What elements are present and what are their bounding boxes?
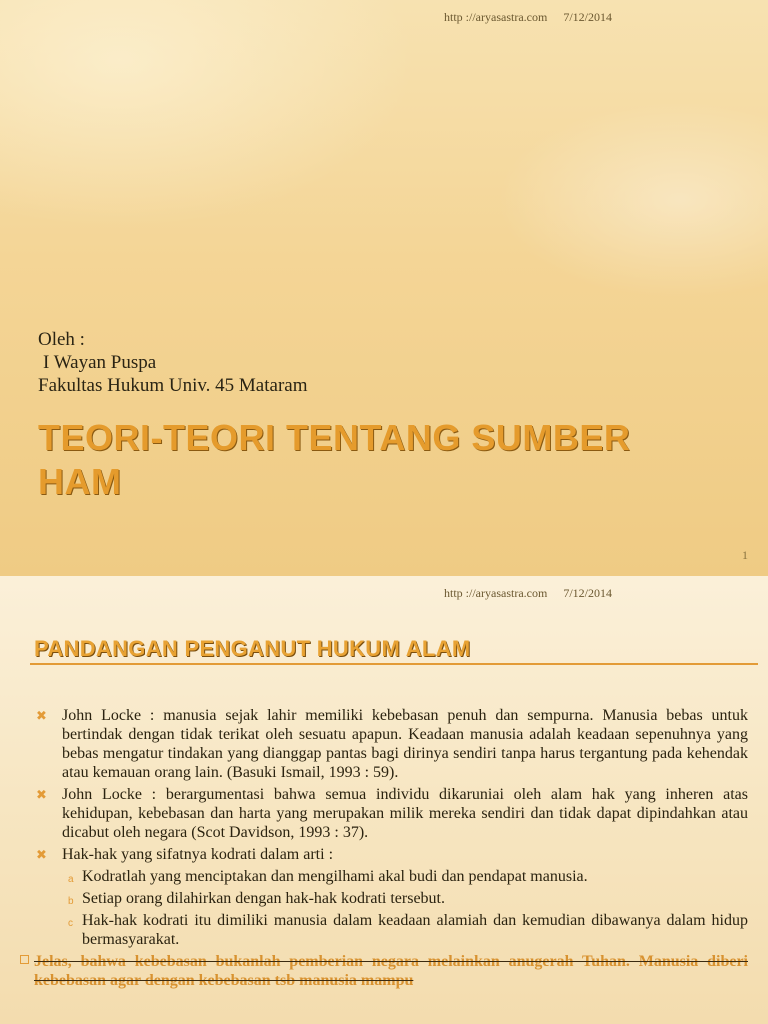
title-line: TEORI-TEORI TENTANG SUMBER [38,417,631,458]
slide-body [34,706,748,990]
sub-marker: c [68,918,73,929]
bullet-item [34,845,748,864]
sub-item [34,911,748,949]
sub-marker: b [68,896,74,907]
header-url[interactable]: http ://aryasastra.com [444,10,548,24]
sub-marker: a [68,874,74,885]
sub-text: Kodratlah yang menciptakan dan mengilhami akal budi dan pendapat manusia. [82,868,588,885]
header-url[interactable]: http ://aryasastra.com [444,586,548,600]
emphasis-item [20,952,748,990]
square-bullet-icon [20,955,29,964]
header-date: 7/12/2014 [563,586,612,600]
author-line: I Wayan Puspa [43,352,157,373]
slide-header [428,10,612,25]
author-line: Fakultas Hukum Univ. 45 Mataram [38,375,308,396]
x-bullet-icon: ✖ [36,709,47,724]
bullet-text: John Locke : manusia sejak lahir memiliki kebebasan penuh dan sempurna. Manusia bebas untuk bertindak dengan tidak terikat oleh sesuatu apapun. Keadaan manusia adalah keadaan sepenuhnya yang bebas mengatur tindakan yang dianggap pantas bagi dirinya sendiri tanpa harus tergantung pada kehendak atau kemauan orang lain. (Basuki Ismail, 1993 : 59). [62,707,748,781]
bullet-item [34,785,748,842]
x-bullet-icon: ✖ [36,848,47,863]
slide-title: PANDANGAN PENGANUT HUKUM ALAM [34,636,471,661]
sub-text: Setiap orang dilahirkan dengan hak-hak kodrati tersebut. [82,890,445,907]
title-underline [30,663,758,665]
author-block [38,328,307,397]
page-number: 1 [742,548,748,562]
author-line: Oleh : [38,329,85,350]
slide-2 [0,576,768,1024]
x-bullet-icon: ✖ [36,788,47,803]
bullet-text: John Locke : berargumentasi bahwa semua individu dikaruniai oleh alam hak yang inheren atas kehidupan, kebebasan dan harta yang merupakan milik mereka sendiri dan tidak dapat dipindahkan atau dicabut oleh negara (Scot Davidson, 1993 : 37). [62,786,748,841]
sub-item [34,889,748,908]
header-date: 7/12/2014 [563,10,612,24]
title-line: HAM [38,461,122,502]
slide-header [428,586,612,601]
emphasis-text: Jelas, bahwa kebebasan bukanlah pemberian negara melainkan anugerah Tuhan. Manusia diberi kebebasan agar dengan kebebasan tsb manusia mampu [34,953,748,989]
slide-title [38,416,630,504]
sub-item [34,867,748,886]
sub-text: Hak-hak kodrati itu dimiliki manusia dalam keadaan alamiah dan kemudian dibawanya dalam hidup bermasyarakat. [82,912,748,948]
bullet-text: Hak-hak yang sifatnya kodrati dalam arti : [62,846,334,863]
bullet-item [34,706,748,782]
